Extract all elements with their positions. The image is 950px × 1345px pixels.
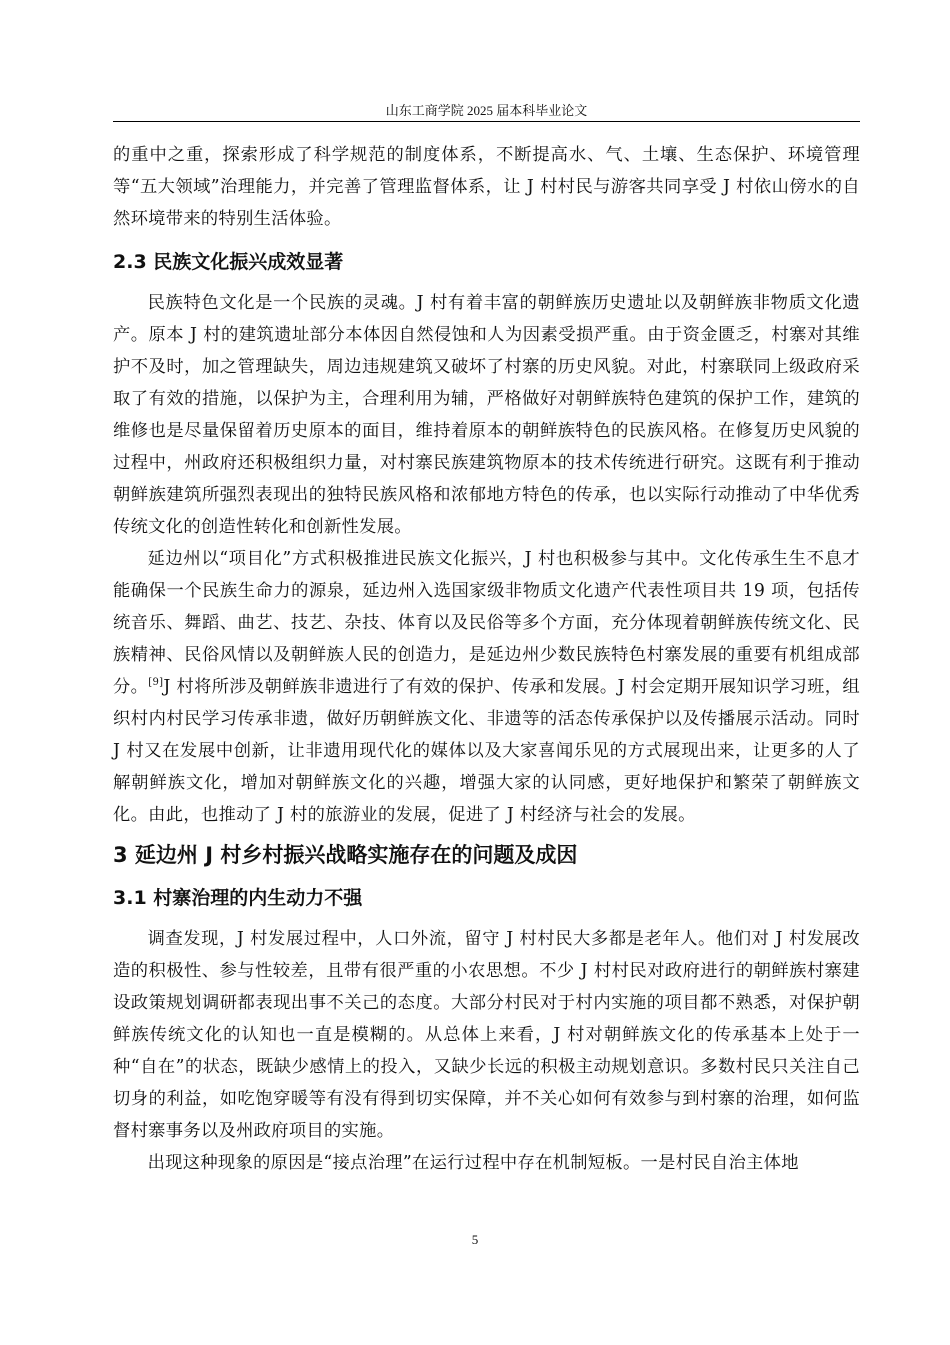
page-body [113, 139, 860, 1179]
paragraph-cause: 出现这种现象的原因是“接点治理”在运行过程中存在机制短板。一是村民自治主体地 [147, 1153, 799, 1173]
paragraph-continued: 的重中之重，探索形成了科学规范的制度体系，不断提高水、气、土壤、生态保护、环境管理等“五大领域”治理能力，并完善了管理监督体系，让 J 村村民与游客共同享受 J 村依山傍水的自然环境带来的特别生活体验。 [113, 145, 860, 229]
paragraph-ethnic-culture: 民族特色文化是一个民族的灵魂。J 村有着丰富的朝鲜族历史遗址以及朝鲜族非物质文化遗产。原本 J 村的建筑遗址部分本体因自然侵蚀和人为因素受损严重。由于资金匮乏，村寨对其维护不及时，加之管理缺失，周边违规建筑又破坏了村寨的历史风貌。对此，村寨联同上级政府采取了有效的措施，以保护为主，合理利用为辅，严格做好对朝鲜族特色建筑的保护工作，建筑的维修也是尽量保留着历史原本的面目，维持着原本的朝鲜族特色的民族风格。在修复历史风貌的过程中，州政府还积极组织力量，对村寨民族建筑物原本的技术传统进行研究。这既有利于推动朝鲜族建筑所强烈表现出的独特民族风格和浓郁地方特色的传承，也以实际行动推动了中华优秀传统文化的创造性转化和创新性发展。 [113, 293, 860, 537]
paragraph-project-based [113, 543, 860, 831]
citation-marker: [9] [148, 677, 164, 689]
paragraph-text: J 村将所涉及朝鲜族非遗进行了有效的保护、传承和发展。J 村会定期开展知识学习班，组织村内村民学习传承非遗，做好历朝鲜族文化、非遗等的活态传承保护以及传播展示活动。同时 J 村又在发展中创新，让非遗用现代化的媒体以及大家喜闻乐见的方式展现出来，让更多的人了解朝鲜族文化，增加对朝鲜族文化的兴趣，增强大家的认同感，更好地保护和繁荣了朝鲜族文化。由此，也推动了 J 村的旅游业的发展，促进了 J 村经济与社会的发展。 [113, 677, 860, 825]
section-heading-2-3: 2.3 民族文化振兴成效显著 [113, 251, 344, 273]
chapter-heading-3: 3 延边州 J 村乡村振兴战略实施存在的问题及成因 [113, 843, 578, 867]
header-divider [113, 121, 860, 122]
running-header: 山东工商学院 2025 届本科毕业论文 [385, 103, 588, 118]
paragraph-text: 延边州以“项目化”方式积极推进民族文化振兴，J 村也积极参与其中。文化传承生生不息才能确保一个民族生命力的源泉，延边州入选国家级非物质文化遗产代表性项目共 19 项，包括传统音乐、舞蹈、曲艺、技艺、杂技、体育以及民俗等多个方面，充分体现着朝鲜族传统文化、民族精神、民俗风情以及朝鲜族人民的创造力，是延边州少数民族特色村寨发展的重要有机组成部分。 [113, 549, 860, 697]
section-heading-3-1: 3.1 村寨治理的内生动力不强 [113, 887, 363, 909]
page-number: 5 [471, 1232, 479, 1247]
paragraph-survey: 调查发现，J 村发展过程中，人口外流，留守 J 村村民大多都是老年人。他们对 J 村发展改造的积极性、参与性较差，且带有很严重的小农思想。不少 J 村村民对政府进行的朝鲜族村寨建设政策规划调研都表现出事不关己的态度。大部分村民对于村内实施的项目都不熟悉，对保护朝鲜族传统文化的认知也一直是模糊的。从总体上来看，J 村对朝鲜族文化的传承基本上处于一种“自在”的状态，既缺少感情上的投入，又缺少长远的积极主动规划意识。多数村民只关注自己切身的利益，如吃饱穿暖等有没有得到切实保障，并不关心如何有效参与到村寨的治理，如何监督村寨事务以及州政府项目的实施。 [113, 929, 860, 1141]
